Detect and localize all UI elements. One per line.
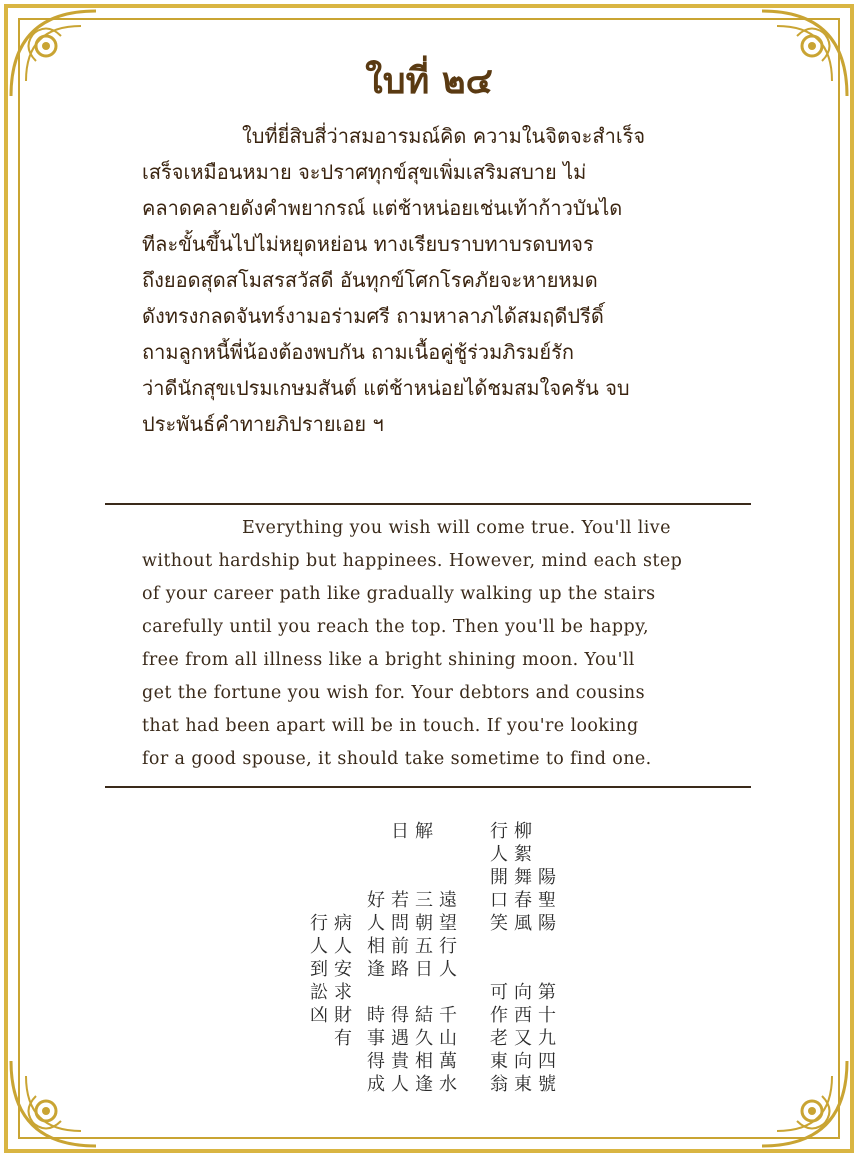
corner-ornament-icon	[6, 1056, 101, 1151]
chinese-column	[412, 820, 436, 843]
thai-line: คลาดคลายดังคำพยากรณ์ แต่ช้าหน่อยเช่นเท้าก้าวบันได	[142, 196, 623, 220]
chinese-character: 望	[439, 913, 457, 934]
chinese-character: 春	[514, 890, 532, 911]
chinese-character: 相	[367, 936, 385, 957]
divider	[105, 503, 751, 505]
corner-ornament-icon	[757, 1056, 852, 1151]
chinese-character: 向	[514, 1051, 532, 1072]
english-line: without hardship but happinees. However, mind each step	[142, 551, 683, 571]
chinese-column	[412, 1004, 436, 1096]
chinese-column	[364, 889, 388, 981]
chinese-character: 遠	[439, 890, 457, 911]
chinese-character: 行	[439, 936, 457, 957]
chinese-character: 成	[367, 1074, 385, 1095]
chinese-character: 安	[334, 959, 352, 980]
chinese-character: 陽	[538, 913, 556, 934]
chinese-column	[511, 981, 535, 1096]
divider	[105, 786, 751, 788]
chinese-character: 五	[415, 936, 433, 957]
chinese-character: 人	[490, 844, 508, 865]
chinese-character: 病	[334, 913, 352, 934]
chinese-character: 人	[334, 936, 352, 957]
chinese-character: 柳	[514, 821, 532, 842]
chinese-character: 絮	[514, 844, 532, 865]
chinese-column	[388, 889, 412, 981]
thai-poem	[142, 118, 716, 442]
chinese-character: 翁	[490, 1074, 508, 1095]
thai-line: ใบที่ยี่สิบสี่ว่าสมอารมณ์คิด ความในจิตจะสำเร็จ	[242, 124, 646, 148]
chinese-column	[535, 866, 559, 935]
chinese-character: 逢	[415, 1074, 433, 1095]
chinese-character: 逢	[367, 959, 385, 980]
thai-line: ดังทรงกลดจันทร์งามอร่ามศรี ถามหาลาภได้สมฤดีปรีดิ์	[142, 304, 604, 328]
chinese-character: 事	[367, 1028, 385, 1049]
chinese-character: 相	[415, 1051, 433, 1072]
chinese-character: 作	[490, 1005, 508, 1026]
chinese-character: 日	[415, 959, 433, 980]
english-line: that had been apart will be in touch. If you're looking	[142, 716, 639, 736]
chinese-column	[436, 889, 460, 981]
chinese-character: 舞	[514, 867, 532, 888]
thai-line: ว่าดีนักสุขเปรมเกษมสันต์ แต่ช้าหน่อยได้ชมสมใจครัน จบ	[142, 376, 630, 400]
chinese-column	[364, 1004, 388, 1096]
english-line: get the fortune you wish for. Your debtors and cousins	[142, 683, 645, 703]
chinese-character: 訟	[310, 982, 328, 1003]
chinese-character: 口	[490, 890, 508, 911]
chinese-column	[307, 912, 331, 1027]
chinese-character: 路	[391, 959, 409, 980]
english-line: Everything you wish will come true. You'll live	[242, 518, 671, 538]
chinese-character: 遇	[391, 1028, 409, 1049]
chinese-character: 千	[439, 1005, 457, 1026]
page-title: ใบที่ ๒๔	[365, 61, 493, 102]
chinese-character: 人	[439, 959, 457, 980]
chinese-character: 凶	[310, 1005, 328, 1026]
chinese-character: 聖	[538, 890, 556, 911]
chinese-character: 到	[310, 959, 328, 980]
chinese-character: 陽	[538, 867, 556, 888]
english-line: carefully until you reach the top. Then you'll be happy,	[142, 617, 649, 637]
chinese-character: 前	[391, 936, 409, 957]
chinese-character: 東	[514, 1074, 532, 1095]
chinese-character: 行	[490, 821, 508, 842]
chinese-character: 人	[310, 936, 328, 957]
chinese-character: 人	[367, 913, 385, 934]
chinese-character: 水	[439, 1074, 457, 1095]
chinese-character: 得	[367, 1051, 385, 1072]
chinese-character: 東	[490, 1051, 508, 1072]
chinese-character: 有	[334, 1028, 352, 1049]
chinese-character: 行	[310, 913, 328, 934]
chinese-column	[487, 981, 511, 1096]
chinese-character: 求	[334, 982, 352, 1003]
chinese-character: 財	[334, 1005, 352, 1026]
chinese-character: 第	[538, 982, 556, 1003]
chinese-column	[412, 889, 436, 981]
chinese-character: 四	[538, 1051, 556, 1072]
chinese-character: 貴	[391, 1051, 409, 1072]
chinese-column	[331, 912, 355, 1050]
chinese-character: 得	[391, 1005, 409, 1026]
chinese-column	[388, 820, 412, 843]
chinese-character: 問	[391, 913, 409, 934]
chinese-character: 朝	[415, 913, 433, 934]
english-translation	[142, 512, 716, 776]
english-line: for a good spouse, it should take sometime to find one.	[142, 749, 652, 769]
chinese-column	[436, 1004, 460, 1096]
english-line: free from all illness like a bright shining moon. You'll	[142, 650, 635, 670]
chinese-character: 開	[490, 867, 508, 888]
chinese-character: 久	[415, 1028, 433, 1049]
thai-line: ถามลูกหนี้พี่น้องต้องพบกัน ถามเนื้อคู่ชู้ร่วมภิรมย์รัก	[142, 340, 574, 364]
chinese-character: 日	[391, 821, 409, 842]
chinese-character: 結	[415, 1005, 433, 1026]
chinese-character: 又	[514, 1028, 532, 1049]
chinese-character: 西	[514, 1005, 532, 1026]
chinese-column	[535, 981, 559, 1096]
chinese-character: 十	[538, 1005, 556, 1026]
chinese-column	[388, 1004, 412, 1096]
chinese-character: 九	[538, 1028, 556, 1049]
thai-line: ประพันธ์คำทายภิปรายเอย ฯ	[142, 412, 384, 436]
thai-line: ถึงยอดสุดสโมสรสวัสดี อันทุกข์โศกโรคภัยจะหายหมด	[142, 268, 598, 292]
chinese-character: 老	[490, 1028, 508, 1049]
thai-line: เสร็จเหมือนหมาย จะปราศทุกข์สุขเพิ่มเสริมสบาย ไม่	[142, 160, 587, 184]
chinese-character: 萬	[439, 1051, 457, 1072]
chinese-character: 若	[391, 890, 409, 911]
english-line: of your career path like gradually walking up the stairs	[142, 584, 656, 604]
chinese-character: 人	[391, 1074, 409, 1095]
chinese-character: 號	[538, 1074, 556, 1095]
chinese-character: 山	[439, 1028, 457, 1049]
chinese-character: 可	[490, 982, 508, 1003]
chinese-character: 風	[514, 913, 532, 934]
chinese-character: 好	[367, 890, 385, 911]
chinese-character: 三	[415, 890, 433, 911]
chinese-character: 時	[367, 1005, 385, 1026]
chinese-character: 笑	[490, 913, 508, 934]
chinese-column	[487, 820, 511, 935]
chinese-character: 解	[415, 821, 433, 842]
chinese-column	[511, 820, 535, 935]
thai-line: ทีละขั้นขึ้นไปไม่หยุดหย่อน ทางเรียบราบทาบรดบทจร	[142, 232, 594, 256]
chinese-character: 向	[514, 982, 532, 1003]
